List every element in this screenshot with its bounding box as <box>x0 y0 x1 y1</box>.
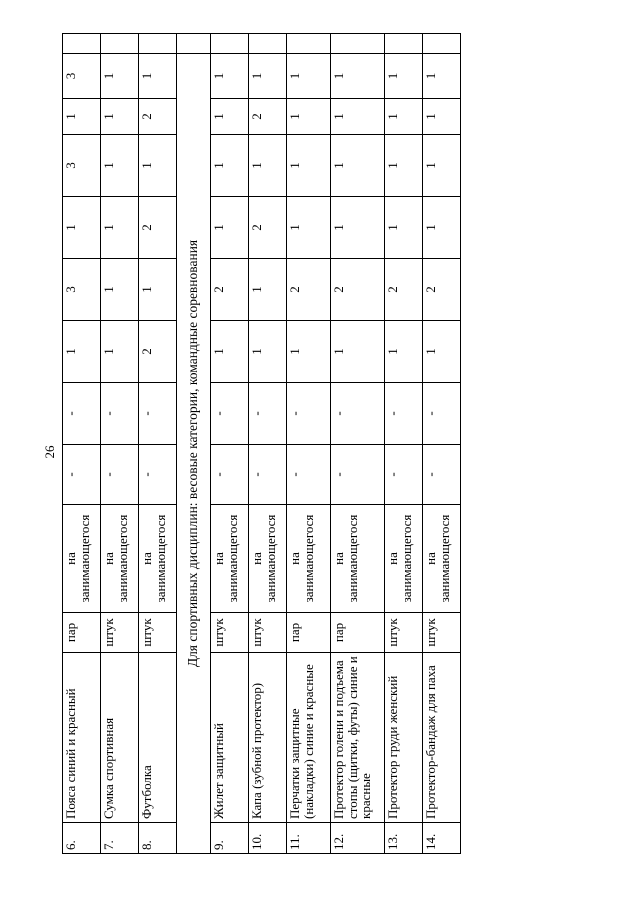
quantity-value: 1 <box>331 197 385 259</box>
quantity-value: - <box>287 445 331 505</box>
section-row <box>177 34 211 854</box>
quantity-value: - <box>331 445 385 505</box>
quantity-value: 1 <box>331 321 385 383</box>
row-number: 13. <box>385 823 423 854</box>
row-number: 10. <box>249 823 287 854</box>
table-edge-cell <box>139 34 177 54</box>
quantity-value: - <box>385 383 423 445</box>
equipment-table-frame <box>62 34 452 854</box>
quantity-value: 2 <box>287 259 331 321</box>
item-name: Протектор-бандаж для паха <box>423 653 461 823</box>
calculation-unit: на занимающегося <box>101 505 139 613</box>
calculation-unit: на занимающегося <box>287 505 331 613</box>
table-row <box>101 34 139 854</box>
calculation-unit: на занимающегося <box>63 505 101 613</box>
calculation-unit: на занимающегося <box>249 505 287 613</box>
unit-of-measure: штук <box>211 613 249 653</box>
row-number: 8. <box>139 823 177 854</box>
quantity-value: 1 <box>423 321 461 383</box>
quantity-value: 2 <box>139 321 177 383</box>
calculation-unit: на занимающегося <box>385 505 423 613</box>
quantity-value: 1 <box>139 135 177 197</box>
quantity-value: - <box>101 383 139 445</box>
calculation-unit: на занимающегося <box>139 505 177 613</box>
table-edge-cell <box>423 34 461 54</box>
quantity-value: 2 <box>211 259 249 321</box>
quantity-value: - <box>63 383 101 445</box>
quantity-value: 1 <box>331 135 385 197</box>
quantity-value: 1 <box>101 99 139 135</box>
quantity-value: 1 <box>63 197 101 259</box>
quantity-value: 1 <box>385 135 423 197</box>
rotated-table-container <box>62 34 452 854</box>
quantity-value: 1 <box>211 321 249 383</box>
table-edge-cell <box>177 34 211 54</box>
quantity-value: 2 <box>423 259 461 321</box>
table-row <box>139 34 177 854</box>
quantity-value: - <box>385 445 423 505</box>
quantity-value: 1 <box>287 321 331 383</box>
quantity-value: 1 <box>101 321 139 383</box>
item-name: Протектор голени и подъема стопы (щитки, футы) синие и красные <box>331 653 385 823</box>
item-name: Пояса синий и красный <box>63 653 101 823</box>
quantity-value: 1 <box>101 54 139 99</box>
unit-of-measure: пар <box>287 613 331 653</box>
unit-of-measure: штук <box>139 613 177 653</box>
quantity-value: - <box>423 383 461 445</box>
quantity-value: 1 <box>211 197 249 259</box>
unit-of-measure: пар <box>63 613 101 653</box>
quantity-value: 2 <box>385 259 423 321</box>
item-name: Капа (зубной протектор) <box>249 653 287 823</box>
page-number: 26 <box>42 445 57 459</box>
table-row <box>423 34 461 854</box>
quantity-value: - <box>101 445 139 505</box>
table-row <box>63 34 101 854</box>
row-number: 7. <box>101 823 139 854</box>
quantity-value: 1 <box>287 99 331 135</box>
quantity-value: 1 <box>287 197 331 259</box>
quantity-value: 2 <box>331 259 385 321</box>
table-row <box>249 34 287 854</box>
quantity-value: - <box>423 445 461 505</box>
quantity-value: 2 <box>139 197 177 259</box>
quantity-value: 1 <box>211 54 249 99</box>
unit-of-measure: штук <box>423 613 461 653</box>
quantity-value: 1 <box>101 197 139 259</box>
quantity-value: 1 <box>385 99 423 135</box>
item-name: Перчатки защитные (накладки) синие и красные <box>287 653 331 823</box>
item-name: Протектор груди женский <box>385 653 423 823</box>
quantity-value: - <box>287 383 331 445</box>
quantity-value: 1 <box>211 135 249 197</box>
row-number: 14. <box>423 823 461 854</box>
quantity-value: - <box>249 383 287 445</box>
item-name: Сумка спортивная <box>101 653 139 823</box>
table-body <box>63 34 461 854</box>
row-number: 11. <box>287 823 331 854</box>
table-edge-cell <box>249 34 287 54</box>
row-number: 6. <box>63 823 101 854</box>
quantity-value: - <box>139 445 177 505</box>
quantity-value: 1 <box>385 321 423 383</box>
quantity-value: 1 <box>211 99 249 135</box>
quantity-value: 1 <box>287 54 331 99</box>
quantity-value: 1 <box>101 259 139 321</box>
quantity-value: - <box>211 445 249 505</box>
quantity-value: - <box>139 383 177 445</box>
quantity-value: - <box>211 383 249 445</box>
quantity-value: 3 <box>63 259 101 321</box>
quantity-value: 1 <box>287 135 331 197</box>
quantity-value: 1 <box>101 135 139 197</box>
quantity-value: 2 <box>249 197 287 259</box>
table-edge-cell <box>63 34 101 54</box>
quantity-value: 1 <box>139 54 177 99</box>
quantity-value: 3 <box>63 135 101 197</box>
unit-of-measure: штук <box>385 613 423 653</box>
quantity-value: 3 <box>63 54 101 99</box>
unit-of-measure: штук <box>249 613 287 653</box>
calculation-unit: на занимающегося <box>423 505 461 613</box>
calculation-unit: на занимающегося <box>211 505 249 613</box>
quantity-value: 1 <box>63 99 101 135</box>
unit-of-measure: пар <box>331 613 385 653</box>
quantity-value: 1 <box>249 259 287 321</box>
table-edge-cell <box>287 34 331 54</box>
quantity-value: - <box>331 383 385 445</box>
quantity-value: 1 <box>249 135 287 197</box>
item-name: Жилет защитный <box>211 653 249 823</box>
table-edge-cell <box>211 34 249 54</box>
quantity-value: - <box>249 445 287 505</box>
equipment-table <box>62 33 461 854</box>
quantity-value: 2 <box>249 99 287 135</box>
quantity-value: 1 <box>249 54 287 99</box>
section-title: Для спортивных дисциплин: весовые категории, командные соревнования <box>177 54 211 854</box>
quantity-value: - <box>63 445 101 505</box>
row-number: 12. <box>331 823 385 854</box>
quantity-value: 1 <box>385 54 423 99</box>
quantity-value: 1 <box>423 54 461 99</box>
calculation-unit: на занимающегося <box>331 505 385 613</box>
table-row <box>211 34 249 854</box>
table-edge-cell <box>101 34 139 54</box>
table-edge-cell <box>385 34 423 54</box>
quantity-value: 1 <box>63 321 101 383</box>
quantity-value: 1 <box>331 54 385 99</box>
unit-of-measure: штук <box>101 613 139 653</box>
table-row <box>331 34 385 854</box>
item-name: Футболка <box>139 653 177 823</box>
quantity-value: 1 <box>423 135 461 197</box>
quantity-value: 1 <box>331 99 385 135</box>
quantity-value: 1 <box>139 259 177 321</box>
row-number: 9. <box>211 823 249 854</box>
table-row <box>385 34 423 854</box>
quantity-value: 1 <box>385 197 423 259</box>
quantity-value: 1 <box>249 321 287 383</box>
table-row <box>287 34 331 854</box>
quantity-value: 2 <box>139 99 177 135</box>
quantity-value: 1 <box>423 197 461 259</box>
quantity-value: 1 <box>423 99 461 135</box>
table-edge-cell <box>331 34 385 54</box>
